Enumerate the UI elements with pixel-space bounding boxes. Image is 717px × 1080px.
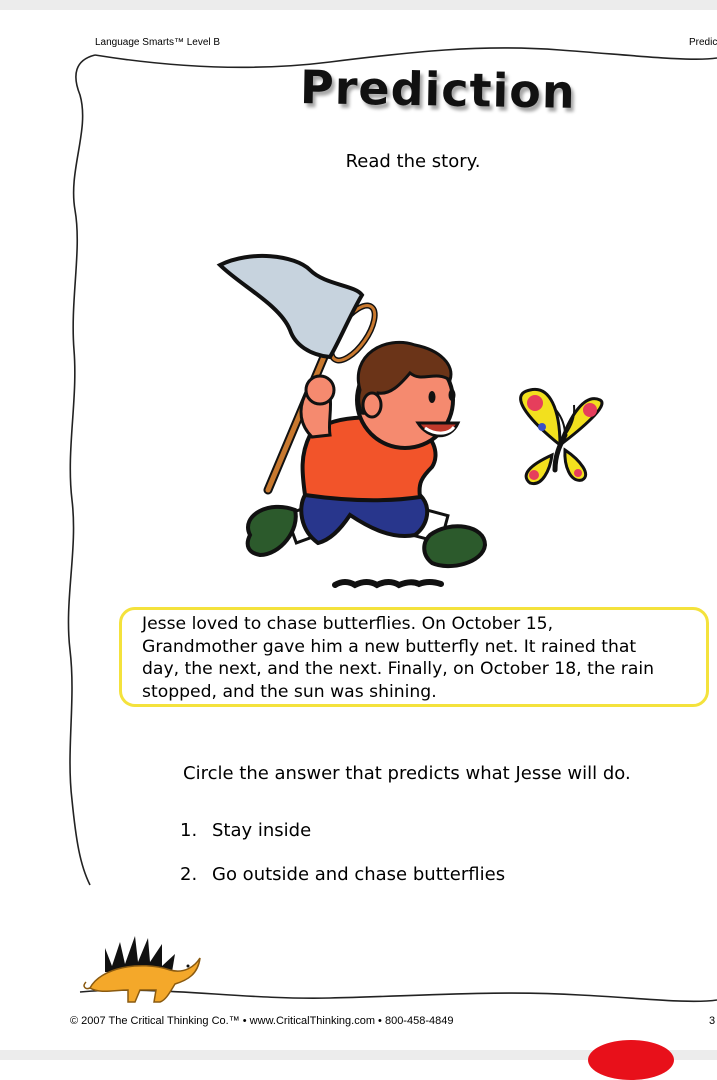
answer-text: Stay inside: [212, 820, 312, 841]
series-label: Language Smarts™ Level B: [95, 37, 221, 48]
answer-text: Go outside and chase butterflies: [212, 864, 506, 885]
story-text: Jesse loved to chase butterflies. On October 15, Grandmother gave him a new butterfly net. It rained that day, the next, and the next. Finally, on October 18, the rain stopped, and the sun was shining.: [142, 614, 655, 702]
page-title: Prediction: [299, 59, 577, 119]
butterfly-icon: [521, 389, 602, 483]
stegosaurus-logo: [80, 928, 205, 1008]
answer-option[interactable]: [180, 820, 505, 864]
red-tab[interactable]: [588, 1040, 674, 1080]
page-number: 3: [709, 1015, 716, 1027]
question-text: Circle the answer that predicts what Jesse will do.: [183, 763, 631, 784]
answer-option[interactable]: [180, 864, 505, 908]
answer-list: [180, 820, 505, 908]
instruction-text: Read the story.: [345, 151, 481, 172]
answer-number: 1.: [180, 820, 198, 841]
boy-with-net-illustration: [200, 245, 620, 595]
section-label: Predic: [689, 37, 717, 48]
copyright-text: © 2007 The Critical Thinking Co.™ • www.CriticalThinking.com • 800-458-4849: [70, 1015, 454, 1027]
answer-number: 2.: [180, 864, 198, 885]
